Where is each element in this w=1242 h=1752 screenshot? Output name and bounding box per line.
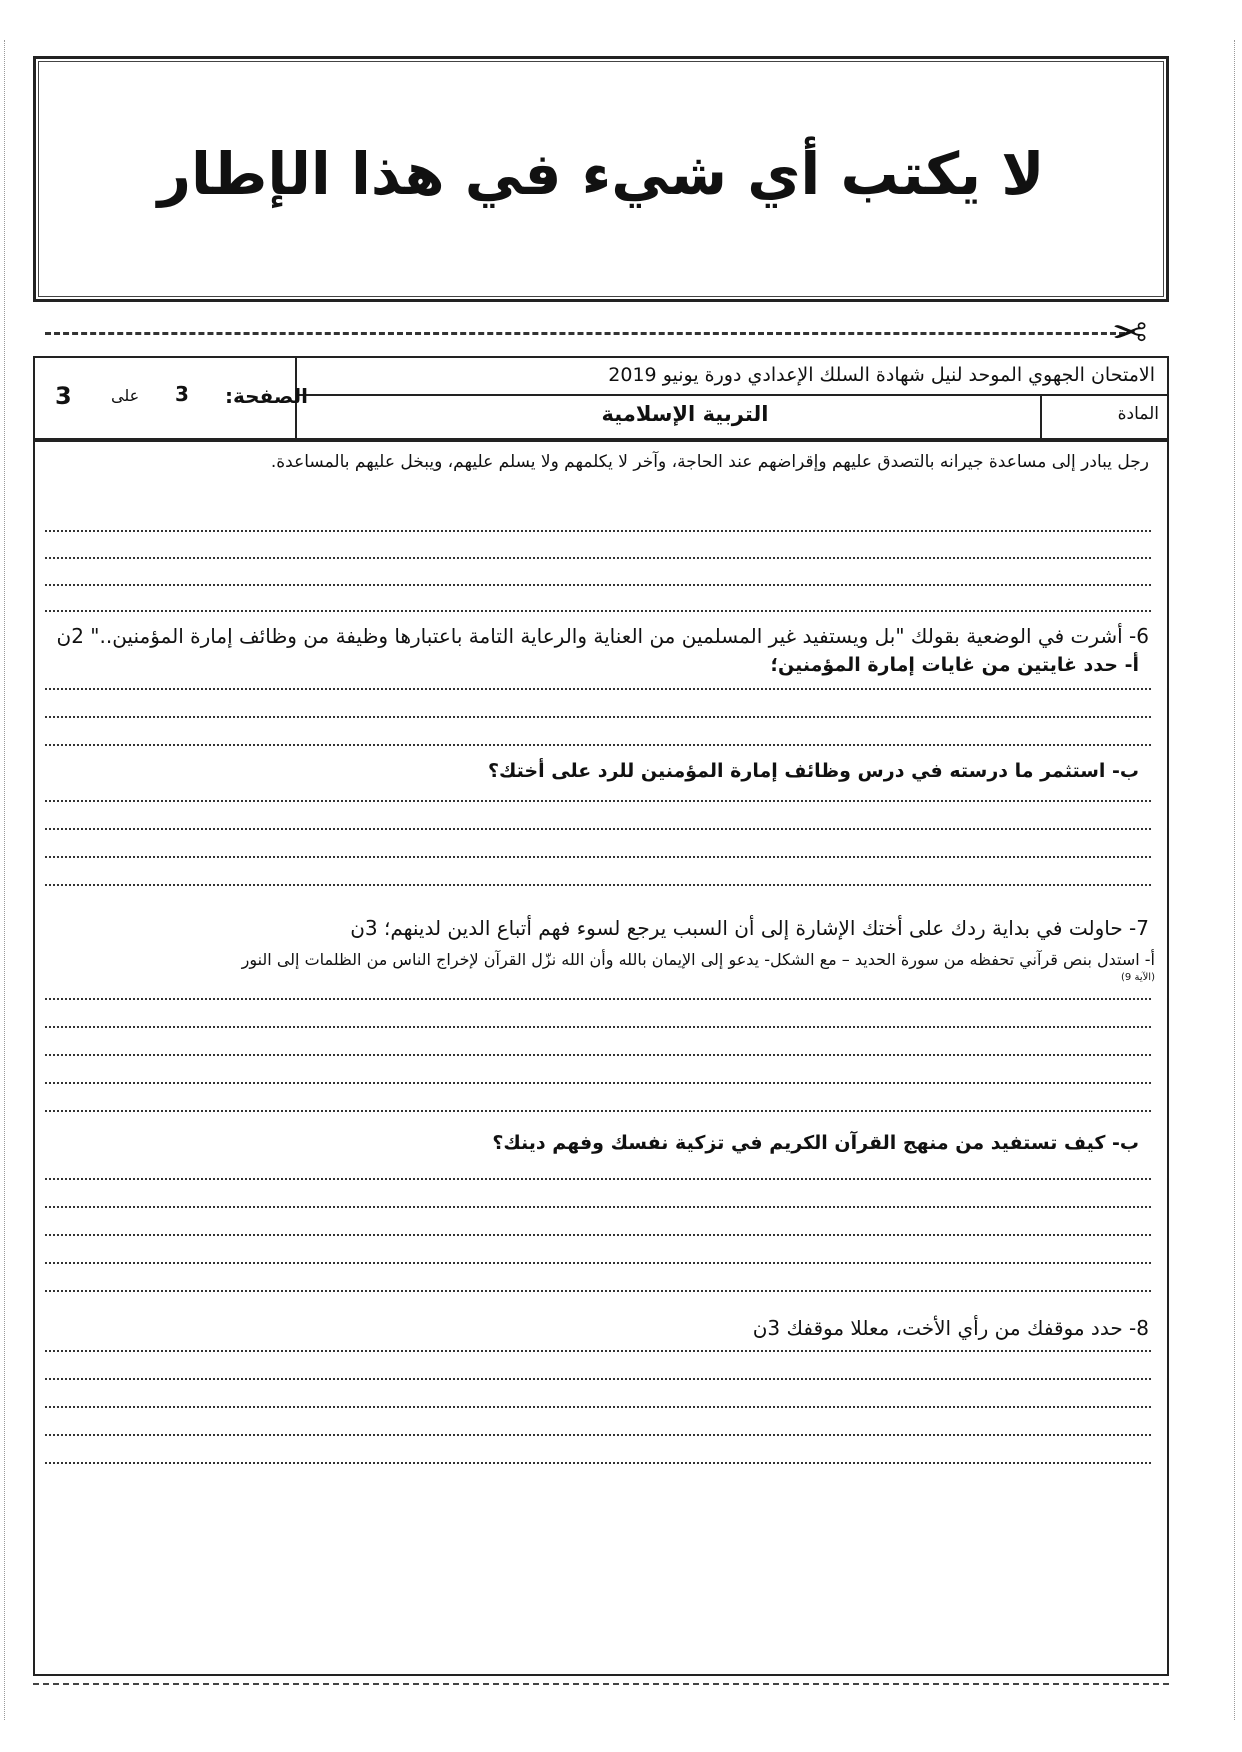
subject-value: التربية الإسلامية xyxy=(601,402,769,426)
answer-line[interactable] xyxy=(45,584,1151,586)
answer-line[interactable] xyxy=(45,1110,1151,1112)
answer-line[interactable] xyxy=(45,688,1151,690)
answer-line[interactable] xyxy=(45,716,1151,718)
question-6: 6- أشرت في الوضعية بقولك "بل ويستفيد غير المسلمين من العناية والرعاية التامة باعتبارها وظيفة من وظائف إمارة المؤمنين.." 2ن xyxy=(56,624,1149,648)
answer-line[interactable] xyxy=(45,1026,1151,1028)
cut-line xyxy=(45,332,1125,335)
page-total: 3 xyxy=(55,382,72,410)
answer-line[interactable] xyxy=(45,1406,1151,1408)
answer-line[interactable] xyxy=(45,1082,1151,1084)
no-write-banner: لا يكتب أي شيء في هذا الإطار xyxy=(157,140,1045,208)
answer-line[interactable] xyxy=(45,1434,1151,1436)
page-number: 3 xyxy=(175,382,189,406)
answer-line[interactable] xyxy=(45,1206,1151,1208)
answer-line[interactable] xyxy=(45,1350,1151,1352)
question-6b: ب- استثمر ما درسته في درس وظائف إمارة المؤمنين للرد على أختك؟ xyxy=(487,760,1139,782)
answer-sheet xyxy=(33,440,1169,1676)
answer-line[interactable] xyxy=(45,1234,1151,1236)
scan-edge-left xyxy=(4,40,5,1720)
answer-line[interactable] xyxy=(45,998,1151,1000)
answer-line[interactable] xyxy=(45,800,1151,802)
exam-title: الامتحان الجهوي الموحد لنيل شهادة السلك الإعدادي دورة يونيو 2019 xyxy=(608,364,1155,386)
answer-line[interactable] xyxy=(45,557,1151,559)
answer-line[interactable] xyxy=(45,884,1151,886)
answer-line[interactable] xyxy=(45,530,1151,532)
answer-line[interactable] xyxy=(45,1054,1151,1056)
scan-edge-right xyxy=(1234,40,1235,1720)
scissors-icon: ✂ xyxy=(1112,308,1148,357)
answer-line[interactable] xyxy=(45,856,1151,858)
page-of: على xyxy=(111,386,140,405)
page-label: الصفحة: xyxy=(225,384,309,408)
question-7a: أ- استدل بنص قرآني تحفظه من سورة الحديد – مع الشكل- يدعو إلى الإيمان بالله وأن الله نزّل القرآن لإخراج الناس من الظلمات إلى النور xyxy=(241,950,1155,969)
subject-label: المادة xyxy=(1117,404,1159,424)
situation-text: رجل يبادر إلى مساعدة جيرانه بالتصدق عليهم وإقراضهم عند الحاجة، وآخر لا يكلمهم ولا يسلم عليهم، ويبخل عليهم بالمساعدة. xyxy=(270,452,1149,472)
question-6a: أ- حدد غايتين من غايات إمارة المؤمنين؛ xyxy=(770,654,1139,676)
bottom-border xyxy=(33,1683,1169,1685)
question-7: 7- حاولت في بداية ردك على أختك الإشارة إلى أن السبب يرجع لسوء فهم أتباع الدين لدينهم؛ 3ن xyxy=(350,916,1149,940)
question-7b: ب- كيف تستفيد من منهج القرآن الكريم في تزكية نفسك وفهم دينك؟ xyxy=(492,1132,1139,1154)
answer-line[interactable] xyxy=(45,1178,1151,1180)
answer-line[interactable] xyxy=(45,610,1151,612)
answer-line[interactable] xyxy=(45,1378,1151,1380)
answer-line[interactable] xyxy=(45,1290,1151,1292)
question-8: 8- حدد موقفك من رأي الأخت، معللا موقفك 3ن xyxy=(752,1316,1149,1340)
answer-line[interactable] xyxy=(45,744,1151,746)
exam-header xyxy=(33,356,1169,440)
answer-line[interactable] xyxy=(45,1462,1151,1464)
answer-line[interactable] xyxy=(45,1262,1151,1264)
answer-line[interactable] xyxy=(45,828,1151,830)
question-7a-note: (الآية 9) xyxy=(1121,972,1155,983)
